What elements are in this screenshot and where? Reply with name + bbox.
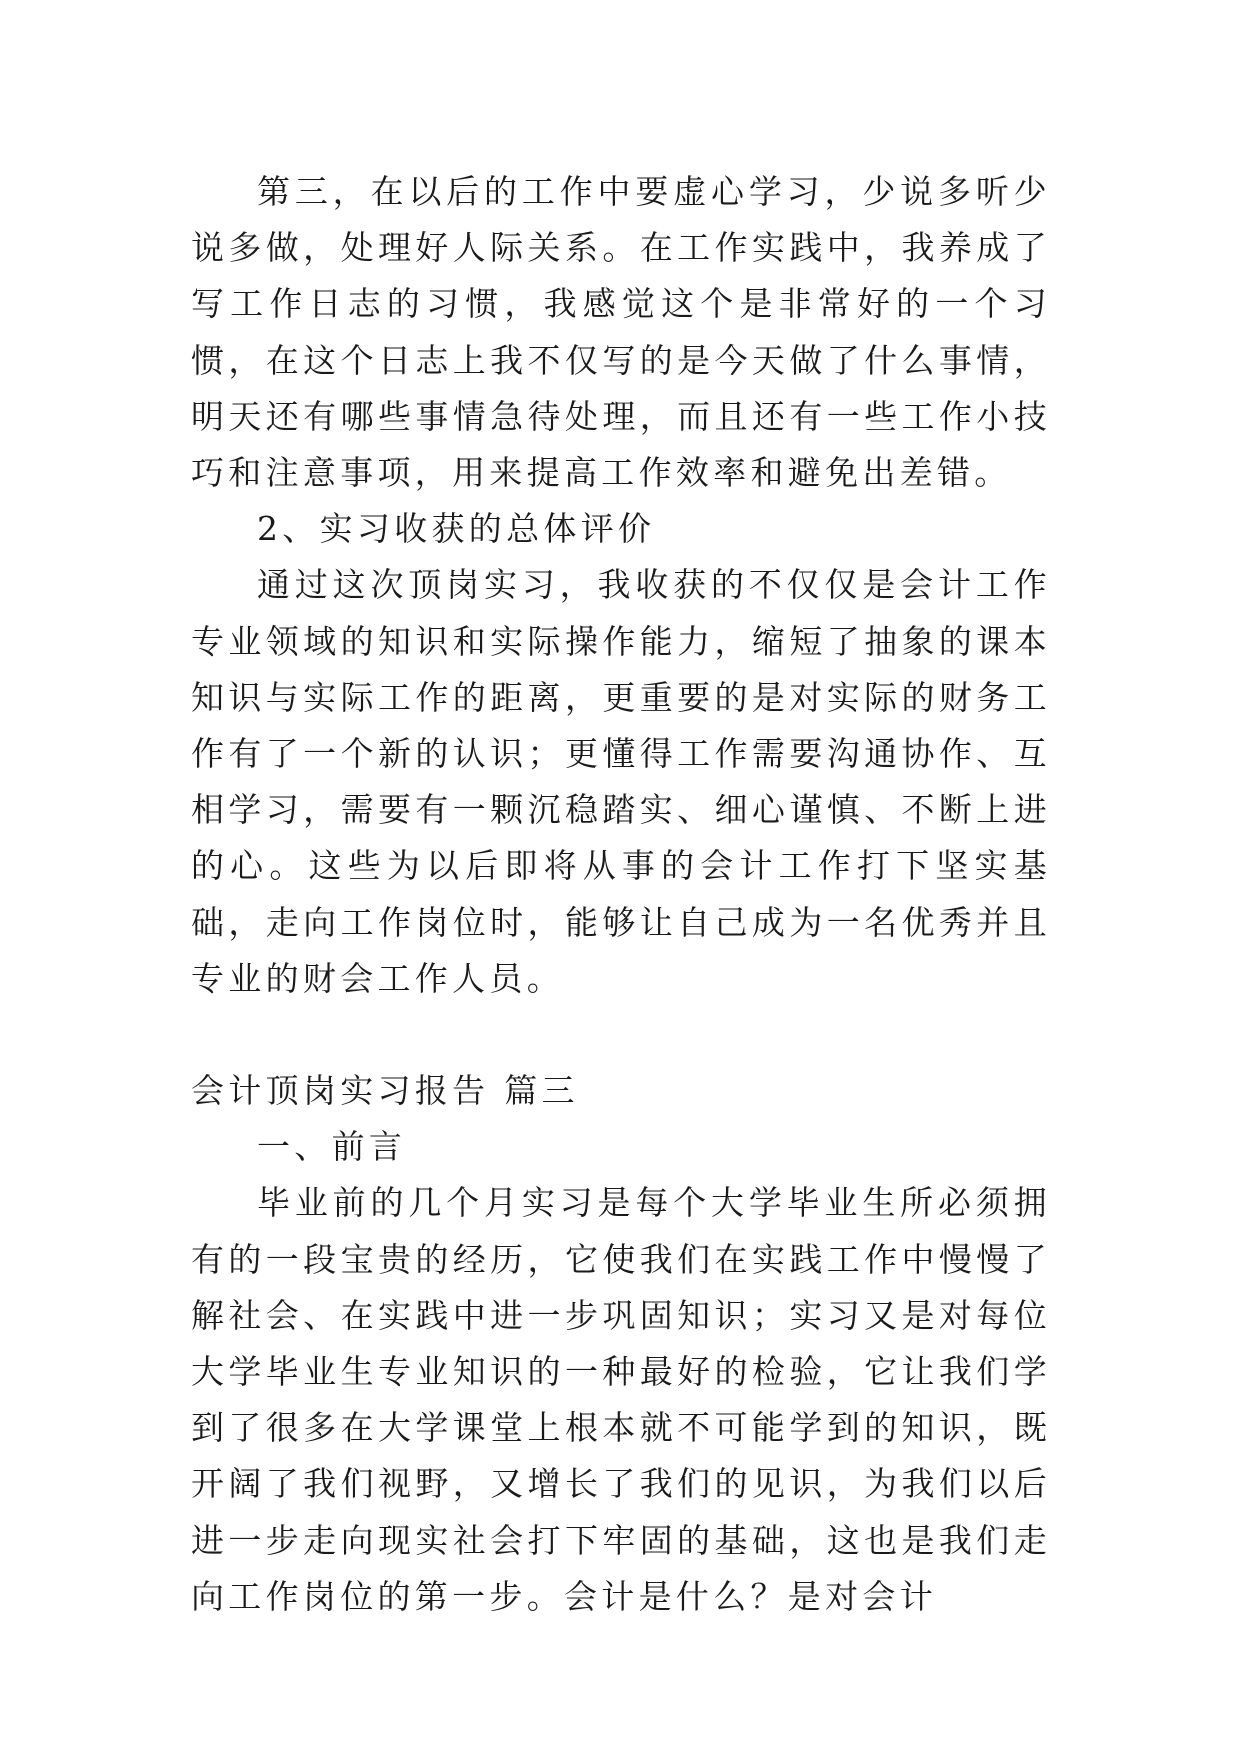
subheading-preface: 一、前言 [257,1127,407,1167]
subheading-overall-evaluation: 2、实习收获的总体评价 [257,509,656,549]
document-body [191,164,1051,1625]
paragraph-preface: 毕业前的几个月实习是每个大学毕业生所必须拥有的一段宝贵的经历，它使我们在实践工作中慢慢了解社会、在实践中进一步巩固知识；实习又是对每位大学毕业生专业知识的一种最好的检验，它让我们学到了很多在大学课堂上根本就不可能学到的知识，既开阔了我们视野，又增长了我们的见识，为我们以后进一步走向现实社会打下牢固的基础，这也是我们走向工作岗位的第一步。会计是什么？是对会计 [191,1183,1051,1616]
paragraph-third-point: 第三，在以后的工作中要虚心学习，少说多听少说多做，处理好人际关系。在工作实践中，我养成了写工作日志的习惯，我感觉这个是非常好的一个习惯，在这个日志上我不仅写的是今天做了什么事情，明天还有哪些事情急待处理，而且还有一些工作小技巧和注意事项，用来提高工作效率和避免出差错。 [191,172,1051,493]
section-title: 会计顶岗实习报告 篇三 [191,1071,579,1111]
paragraph-summary: 通过这次顶岗实习，我收获的不仅仅是会计工作专业领域的知识和实际操作能力，缩短了抽象的课本知识与实际工作的距离，更重要的是对实际的财务工作有了一个新的认识；更懂得工作需要沟通协作、互相学习，需要有一颗沉稳踏实、细心谨慎、不断上进的心。这些为以后即将从事的会计工作打下坚实基础，走向工作岗位时，能够让自己成为一名优秀并且专业的财会工作人员。 [191,565,1051,998]
